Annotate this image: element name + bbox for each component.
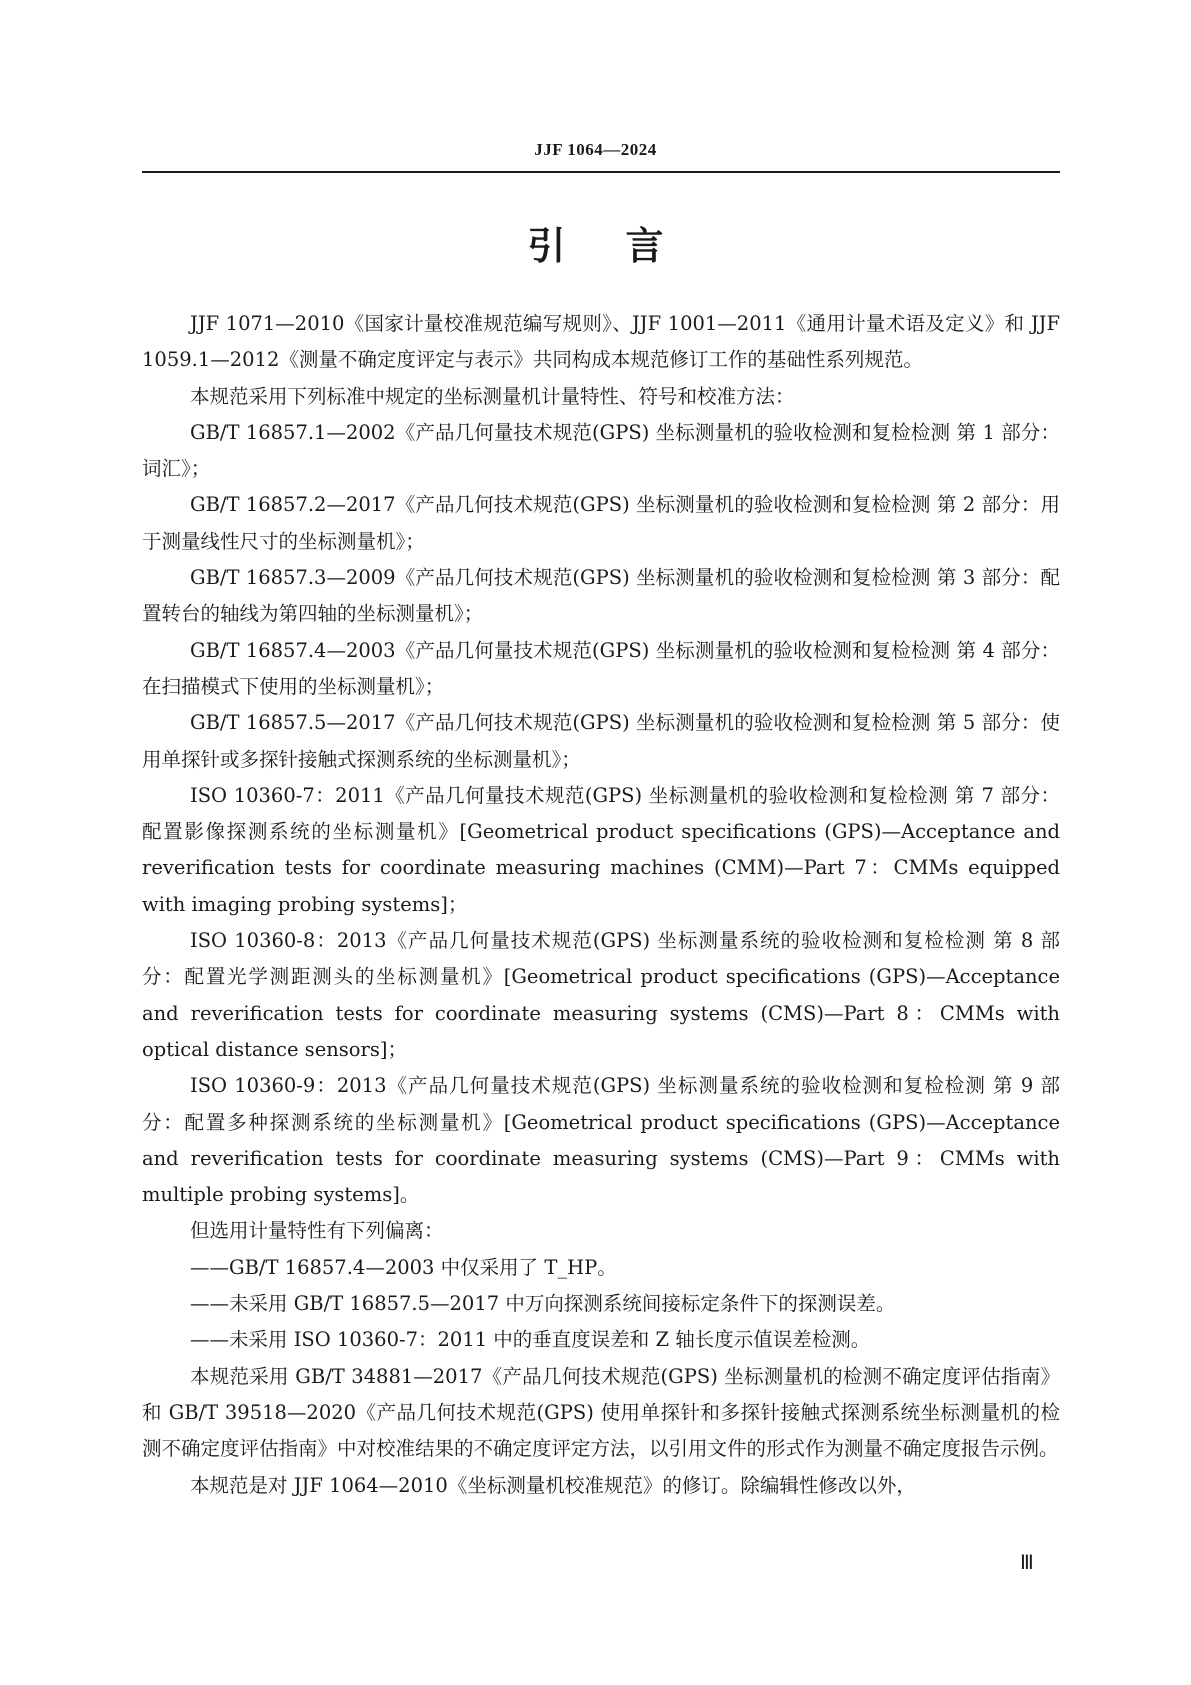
paragraph: ——未采用 GB/T 16857.5—2017 中万向探测系统间接标定条件下的探测误差。: [190, 1292, 896, 1316]
paragraph: 本规范采用下列标准中规定的坐标测量机计量特性、符号和校准方法：: [190, 384, 795, 408]
paragraph: ISO 10360-8：2013《产品几何量技术规范(GPS) 坐标测量系统的验收检测和复检检测 第 8 部分：配置光学测距测头的坐标测量机》[Geometrical product specifications (GPS)—Acceptance and reverification tests for coordinate measuring systems (CMS)—Part 8：CMMs with optical distance sensors]；: [142, 929, 1060, 1061]
header-divider: [142, 171, 1060, 173]
paragraph: 本规范是对 JJF 1064—2010《坐标测量机校准规范》的修订。除编辑性修改以外，: [190, 1473, 916, 1497]
paragraph: ——未采用 ISO 10360-7：2011 中的垂直度误差和 Z 轴长度示值误差检测。: [190, 1328, 871, 1352]
paragraph: ——GB/T 16857.4—2003 中仅采用了 T_HP。: [190, 1255, 617, 1279]
paragraph: 本规范采用 GB/T 34881—2017《产品几何技术规范(GPS) 坐标测量机的检测不确定度评估指南》和 GB/T 39518—2020《产品几何技术规范(GPS) 使用单探针和多探针接触式探测系统坐标测量机的检测不确定度评估指南》中对校准结果的不确定度评定方法，以引用文件的形式作为测量不确定度报告示例。: [142, 1364, 1060, 1461]
paragraph: GB/T 16857.3—2009《产品几何技术规范(GPS) 坐标测量机的验收检测和复检检测 第 3 部分：配置转台的轴线为第四轴的坐标测量机》；: [142, 566, 1060, 626]
paragraph: JJF 1071—2010《国家计量校准规范编写规则》、JJF 1001—2011《通用计量术语及定义》和 JJF 1059.1—2012《测量不确定度评定与表示》共同构成本规范修订工作的基础性系列规范。: [142, 312, 1060, 372]
paragraph: GB/T 16857.4—2003《产品几何量技术规范(GPS) 坐标测量机的验收检测和复检检测 第 4 部分：在扫描模式下使用的坐标测量机》；: [142, 638, 1060, 698]
page-title: 引言: [527, 224, 724, 268]
paragraph: GB/T 16857.1—2002《产品几何量技术规范(GPS) 坐标测量机的验收检测和复检检测 第 1 部分：词汇》；: [142, 420, 1060, 481]
paragraph: ISO 10360-9：2013《产品几何量技术规范(GPS) 坐标测量系统的验收检测和复检检测 第 9 部分：配置多种探测系统的坐标测量机》[Geometrical product specifications (GPS)—Acceptance and reverification tests for coordinate measuring systems (CMS)—Part 9：CMMs with multiple probing systems]。: [142, 1074, 1060, 1207]
page-number: Ⅲ: [1020, 1552, 1034, 1574]
paragraph: GB/T 16857.2—2017《产品几何技术规范(GPS) 坐标测量机的验收检测和复检检测 第 2 部分：用于测量线性尺寸的坐标测量机》；: [142, 493, 1060, 553]
document-code-header: JJF 1064—2024: [534, 140, 657, 159]
paragraph: GB/T 16857.5—2017《产品几何技术规范(GPS) 坐标测量机的验收检测和复检检测 第 5 部分：使用单探针或多探针接触式探测系统的坐标测量机》；: [142, 711, 1060, 771]
paragraph: 但选用计量特性有下列偏离：: [190, 1219, 444, 1243]
body-text: [142, 306, 1060, 1504]
paragraph: ISO 10360-7：2011《产品几何量技术规范(GPS) 坐标测量机的验收检测和复检检测 第 7 部分：配置影像探测系统的坐标测量机》[Geometrical product specifications (GPS)—Acceptance and reverification tests for coordinate measuring machines (CMM)—Part 7：CMMs equipped with imaging probing systems]；: [142, 783, 1060, 916]
